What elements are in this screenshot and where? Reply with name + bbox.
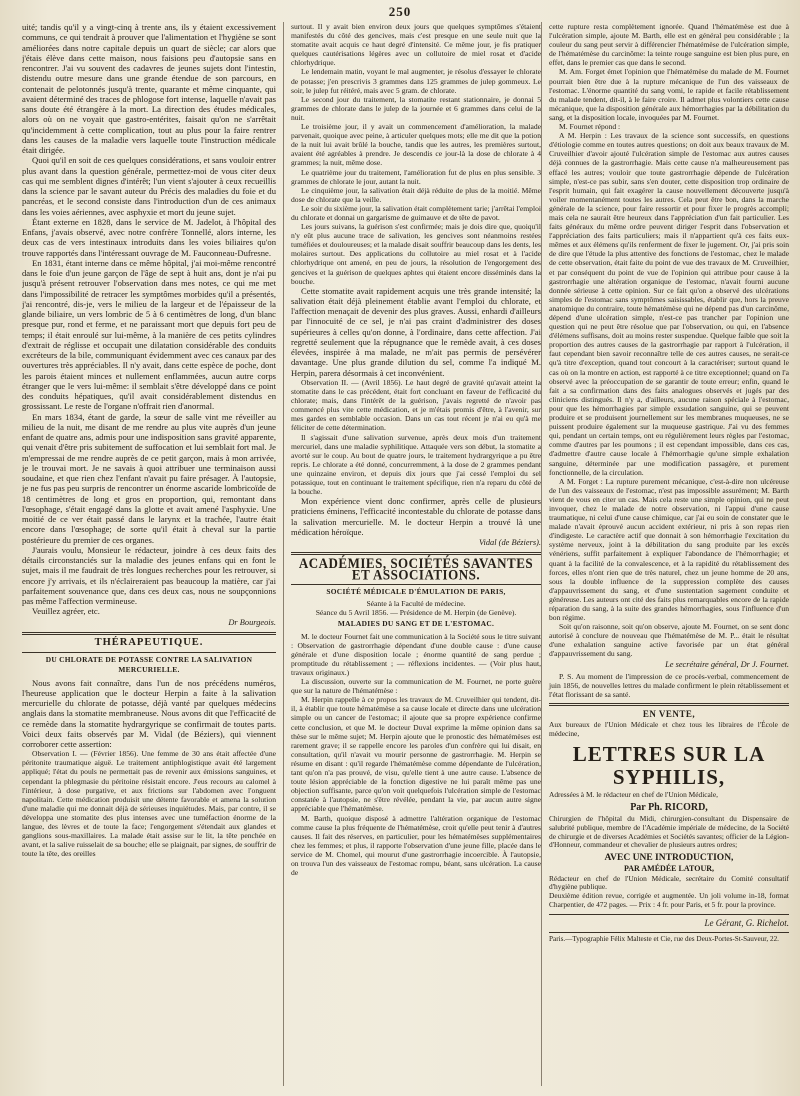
observation: Observation I. — (Février 1856). Une femme de 30 ans était affectée d'une péritonite traumatique aiguë. Le traitement antiphlogistique avait été largement appliqué; l'état du pouls ne permettait pas de revenir aux émissions sanguines, et cependant la phlegmasie du péritoine résistait encore. J'eus recours au calomel à l'intérieur, à dose purgative, et aux frictions sur l'abdomen avec l'onguent napolitain. Cette médication produisit une détente favorable et amena la solution d'une maladie qui me donnait déjà de sérieuses inquiétudes. Mais, par contre, il se développa une stomatite des plus intenses avec une tuméfaction énorme de la langue, des lèvres et de toute la face; l'engorgement s'étendait aux glandes et ganglions sous-maxillaires. La malade était assise sur le lit, la tête penchée en avant, et la salive ruisselait de sa bouche; elle se plaignait, par signes, de souffrir de toute la tête, des oreilles [22,749,276,859]
printer-line: Paris.—Typographie Félix Malteste et Cie, rue des Deux-Portes-St-Sauveur, 22. [549,935,779,944]
paragraph: uité; tandis qu'il y a vingt-cinq à trente ans, ils y étaient excessivement communs, ce qui tendrait à prouver que l'alimentation et l'hygiène se sont améliorées dans notre capitale depuis un quart de siècle; car alors que j'étais élève dans cette maison, nous faisions peu d'autopsie sans en rencontrer. J'ai vu souvent des cadavres de jeunes sujets dont l'intestin, distendu outre mesure dans une grande étendue de son parcours, en contenait de pelotonnés jusqu'à trente, quarante et même cinquante, qui avaient déterminé des traces de phlogose fort intense, laquelle n'avait pas sans doute été étrangère à la mort. La direction des études médicales, alors où on ne voyait que gastro-entérites, faisait qu'on ne s'arrêtait qu'incidemment à cette complication, tout au plus pour la faire rentrer dans les causes de la maladie vers laquelle toute l'instruction médicale était dirigée. [22,22,276,155]
column-left [22,22,276,1086]
manager-signature: Le Gérant, G. Richelot. [704,917,789,928]
paragraph: M. Fournet répond : [559,122,621,132]
paragraph: En mars 1834, étant de garde, la sœur de salle vint me réveiller au milieu de la nuit, me disant de me rendre au plus vite auprès d'un jeune enfant de quatre ans, admis pour une indisposition sans gravité apparente, qui venait d'être pris subitement de suffocation et lui semblait fort mal. Je m'empressai de me rendre auprès de ce petit garçon, mais à mon arrivée, je le trouvai mort. Je ne savais à quoi attribuer une terminaison aussi soudaine, et que rien chez l'enfant n'avait pu faire présager. À l'autopsie, je ne fus pas peu surpris de rencontrer un énorme ascaride lombricoïde de 18 centimètres de long et gros en proportion, qui, remontant dans l'œsophage, s'était engagé dans la glotte et avait amené l'asphyxie. Une moitié de ce ver était passé dans le larynx et la trachée, l'autre était encore dans l'œsophage; de sorte qu'il était à cheval sur la partie postérieure du premier de ces organes. [22,411,276,545]
ad-introduction: AVEC UNE INTRODUCTION, [604,853,734,864]
paragraph: En 1831, étant interne dans ce même hôpital, j'ai moi-même rencontré dans le foie d'un jeune garçon de l'âge de sept à huit ans, dont je n'ai pu jusqu'à présent retrouver l'observation dans mes notes, ce qui me met dans l'impossibilité de retracer les symptômes morbides qu'il a présentés, j'ai rencontré, dis-je, vers le milieu de la largeur et de l'épaisseur de la glande biliaire, un vers lombric de 5 à 6 centimètres de long, d'un blanc presque pur, rond et ferme, et ne paraissant mort que depuis fort peu de temps; il était enroulé sur lui-même, à la manière de ces petits cylindres d'extrait de réglisse et occupait une dilatation considérable des conduits excréteurs de la bile, communiquant évidemment avec ces canaux par des ouvertures très appréciables. Il n'y avait, dans cette espèce de poche, dont les parois étaient minces et nullement enflammées, aucun autre corps étranger que le vers lui-même: il semblait s'être développé dans ce point des conduits hépatiques, qu'il avait considérablement distendus en grossissant. Le reste de l'organe n'offrait rien d'anormal. [22,257,276,412]
society-place: Séante à la Faculté de médecine. [366,599,466,609]
ad-credentials: Chirurgien de l'hôpital du Midi, chirurgien-consultant du Dispensaire de salubrité publique, membre de l'Académie impériale de médecine, de la Société de chirurgie et de diverses Académies et Sociétés savantes; officier de la Légion-d'Honneur, commandeur et chevalier de plusieurs autres ordres; [549,813,789,850]
ad-addressed: Adressées à M. le rédacteur en chef de l'Union Médicale, [549,789,718,799]
divider [549,914,789,915]
ad-author: Par Ph. RICORD, [630,801,708,813]
paragraph: Mon expérience vient donc confirmer, après celle de plusieurs praticiens éminens, l'efficacité incontestable du chlorate de potasse dans la salivation mercurielle. M. le docteur Herpin a trouvé là une médication héroïque. [291,496,541,537]
ad-intro: Aux bureaux de l'Union Médicale et chez tous les libraires de l'École de médecine, [549,720,789,739]
session-info: Séance du 5 Avril 1856. — Présidence de M. Herpin (de Genève). [315,608,517,618]
paragraph: cette rupture resta complètement ignorée. Quand l'hématémèse est due à l'ulcération simple, ajoute M. Barth, elle est en général peu considérable ; la couleur du sang peut servir à différencier l'hématémèse de l'ulcération simple, de l'hématémèse du carcinôme: la teinte rouge sanguine est bien plus pure, en effet, dans le premier cas que dans le second. [549,22,789,68]
signature: Vidal (de Béziers). [479,538,541,548]
divider [22,632,276,635]
ad-title: LETTRES SUR LA SYPHILIS, [572,741,766,789]
paragraph: Cette stomatite avait rapidement acquis une très grande intensité; la salivation était déjà pleinement établie avant l'emploi du chlorate, et l'affection menaçait de devenir des plus graves. Aussi, enhardi d'ailleurs par l'innocuité de ce sel, je n'ai pas craint d'administrer des doses supérieures à celles qu'on donne, à l'ordinaire, dans cette affection. J'ai regretté seulement que la répugnance que le remède avait, à ces doses élevées, inspirée à ma malade, ne m'ait pas permis de persévérer davantage. Une plus grande dilution du sel, comme l'a indiqué M. Herpin, parera désormais à cet inconvénient. [291,285,541,378]
page-number: 250 [388,4,412,19]
paragraph: Le quatrième jour du traitement, l'amélioration fut de plus en plus sensible. 3 grammes de chlorate le jour, autant la nuit. [291,167,541,186]
article-subtitle: DU CHLORATE DE POTASSE CONTRE LA SALIVATION MERCURIELLE. [45,655,253,675]
paragraph: Quoi qu'il en soit de ces quelques considérations, et sans vouloir entrer plus avant dans la question générale, permettez-moi de vous citer deux cas qui me semblent dignes d'intérêt; l'un vient s'ajouter à ceux recueillis dans la science par le savant auteur du Précis des maladies du foie et du pancréas, et le second consiste dans l'introduction d'un de ces animaux dans les voies aériennes, avec asphyxie et mort du jeune sujet. [22,155,276,217]
section-title: ACADÉMIES, SOCIÉTÉS SAVANTES ET ASSOCIATIONS. [298,554,534,584]
observation: Observation II. — (Avril 1856). Le haut degré de gravité qu'avait atteint la stomatite dans le cas précédent, était fort concluant en faveur de l'efficacité du chlorate; mais, dans l'intérêt de la guérison, j'avais regretté de n'avoir pas commencé plus vite cette médication, et je m'étais promis d'être, à l'avenir, sur mes gardes en semblable occasion. Dans un cas tout récent je n'ai eu qu'à me féliciter de cette détermination. [291,377,541,433]
signature: Le secrétaire général, Dr J. Fournet. [665,659,789,669]
society-name: SOCIÉTÉ MÉDICALE D'ÉMULATION DE PARIS, [326,586,506,596]
column-middle [283,22,541,1086]
paragraph: Le lendemain matin, voyant le mal augmenter, je résolus d'essayer le chlorate de potasse; j'en prescrivis 3 grammes dans 125 grammes de julep gommeux. Le soir, le julep fut réitéré, mais avec 5 gram. de chlorate. [291,67,541,95]
paragraph: Le soir du sixième jour, la salivation était complètement tarie; j'arrêtai l'emploi du chlorate et donnai un gargarisme de guimauve et de tête de pavot. [291,203,541,222]
paragraph: Nous avons fait connaître, dans l'un de nos précédens numéros, l'heureuse application que le docteur Herpin a faite à la salivation mercurielle du chlorate de potasse, déjà vanté par quelques médecins anglais dans la stomatite membraneuse. Nous avons dit que l'efficacité de ce remède dans la stomatite hydrargyrique se confirmait de toutes parts. Voici deux faits observés par M. Vidal (de Béziers), qui viennent corroborer cette assertion: [22,677,276,749]
paragraph: M. Herpin rappelle à ce propos les travaux de M. Cruveilhier qui tendent, dit-il, à établir que toute hématémèse a sa cause locale et directe dans une ulcération simple ou un cancer de l'estomac; il ajoute que sa propre expérience confirme cette conclusion, et que M. le docteur Duval exprime la même opinion dans sa thèse sur le même sujet; M. Herpin ajoute que le pronostic des hématémèses est rarement grave; il se rappelle encore les paroles d'un confrère qui lui disait, en consultation, qu'il n'avait vu mourir personne de gastrorrhagie. M. Herpin se résume en disant : qu'il regarde l'hématémèse comme dépendante de l'ulcération, tant qu'on n'a pas prouvé, de visu, qu'elle tient à une autre cause. L'absence de toute lésion appréciable de la fonction digestive ne lui paraît même pas une objection suffisante, parce qu'on voit quelquefois l'ulcération simple de l'estomac constatée à l'autopsie, ne s'être révélée, pendant la vie, par aucun autre signe appréciable que l'hématémèse. [291,695,541,814]
paragraph: Le cinquième jour, la salivation était déjà réduite de plus de la moitié. Même dose de chlorate que la veille. [291,185,541,204]
paragraph: M. le docteur Fournet fait une communication à la Société sous le titre suivant : Observation de gastrorrhagie dépendant d'une double cause : d'une cause générale et d'une disposition locale ; énorme quantité de sang perdue ; promptitude du rétablissement ; — réflexions incidentes. — (Voir plus haut, travaux originaux.) [291,631,541,677]
divider [22,652,276,653]
topic-heading: MALADIES DU SANG ET DE L'ESTOMAC. [337,619,495,629]
postscript: P. S. Au moment de l'impression de ce procès-verbal, commencement de juin 1856, de nouvelles lettres du malade confirment le plein rétablissement et l'état florissant de sa santé. [549,671,789,699]
column-right [541,22,789,1086]
paragraph: M. Barth, quoique disposé à admettre l'altération organique de l'estomac comme cause la plus fréquente de l'hématémèse, croit qu'elle peut tenir à d'autres causes. Il fait des réserves, en particulier, pour les hématémèses supplémentaires chez les femmes; et plus, il rapporte l'observation d'une jeune fille, placée dans le service de M. Chomel, qui mourut d'une gastrorrhagie incoercible. À l'autopsie, on trouva l'un des vaisseaux de l'estomac rompu, béant, sans ulcération. La cause de [291,813,541,878]
divider [291,584,541,585]
paragraph: Les jours suivans, la guérison s'est confirmée; mais je dois dire que, quoiqu'il n'y eût plus aucune trace de salivation, les gencives sont néanmoins restées tuméfiées et douloureuses; et la malade disait souffrir beaucoup dans les dents, les molaires surtout. Des applications du collutoire au miel rosat et à l'acide chlorhydrique ont amené, en peu de jours, la résolution de l'engorgement des gencives et la guérison de quelques aphtes qui étaient encore disséminés dans la bouche. [291,222,541,286]
closing: Veuillez agréer, etc. [32,606,100,617]
paragraph: Le troisième jour, il y avait un commencement d'amélioration, la malade parvenait, quoique avec peine, à articuler quelques mots; elle me dit que la potion de la nuit lui avait brûlé la bouche, tandis que les autres, les premières surtout, avaient été agréables à prendre. Je descendis ce jour-là la dose de chlorate à 4 grammes; la nuit, même dose. [291,122,541,168]
observation: Il s'agissait d'une salivation survenue, après deux mois d'un traitement mercuriel, dans une maladie syphilitique. Attaquée vers son début, la stomatite a avorté sur le coup. Au bout de quatre jours, le traitement hydrargyrique a pu être repris. Le chlorate a été donné, concurremment, à la dose de 2 grammes pendant une quinzaine environ, et depuis dix jours que j'ai cessé l'emploi du sel potassique, tout en continuant le traitement spécifique, rien n'a reparu du côté de la bouche. [291,432,541,497]
paragraph: A M. Forget : La rupture purement mécanique, c'est-à-dire non ulcéreuse de l'un des vaisseaux de l'estomac, n'est pas impossible assurément; M. Barth vient de vous en citer un cas. Mais cela reste une simple opinion, qui ne peut invoquer, chez le malade de notre observation, ni l'appui d'une cause traumatique, ni celui d'une cause chimique, car j'ai eu soin de constater que le malade n'avait éprouvé aucun accident extérieur, ni pris à son repas rien d'indigeste. Le caractère actif que donnait à son hémorrhagie l'excitation du système nerveux, joint à la débilitation du sang produite par les excès vénériens, suffit parfaitement à expliquer l'abondance de l'hémorrhagie; et quant à la facilité de la convalescence, et à la rapidité du rétablissement des forces, elles n'ont rien que de très naturel, chez un jeune homme de 20 ans, sous la double influence de la suppression complète des causes d'appauvrissement du sang, et d'une sustentation sagement conduite et généreuse. Les auteurs ont cité des faits plus remarquables encore de la rapide réparation du sang, à la suite des grandes hémorrhagies, sous l'influence d'un bon régime. [549,476,789,623]
paragraph: Soit qu'on raisonne, soit qu'on observe, ajoute M. Fournet, on se sent donc autorisé à conclure de nouveau que l'hématémèse de M. P... était le résultat d'une exhalation sanguine active favorisée par un état général d'appauvrissement du sang. [549,622,789,659]
divider [549,703,789,706]
ad-heading: EN VENTE, [642,709,696,720]
ad-intro-by: PAR AMÉDÉE LATOUR, [623,864,714,874]
ad-edition: Deuxième édition revue, corrigée et augmentée. Un joli volume in-18, format Charpentier, de 472 pages. — Prix : 4 fr. pour Paris, et 5 fr. pour la province. [549,891,789,910]
signature: Dr Bourgeois. [228,617,276,627]
divider [549,932,789,933]
paragraph: La discussion, ouverte sur la communication de M. Fournet, ne porte guère que sur la nature de l'hématémèse : [291,677,541,696]
paragraph: M. Am. Forget émet l'opinion que l'hématémèse du malade de M. Fournet pourrait bien être due à la rupture mécanique de l'un des vaisseaux de l'estomac. L'énorme quantité du sang vomi, le rapide et facile rétablissement du malade tendent, dit-il, à le faire croire. Il admet plus volontiers cette cause mécanique, que la disposition générale aux hémorrhagies par la débilitation du sang, et la disposition locale, invoquées par M. Fournet. [549,67,789,122]
section-title: THÉRAPEUTIQUE. [94,636,204,648]
paragraph: Le second jour du traitement, la stomatite restant stationnaire, je donnai 5 grammes de chlorate dans le julep de la journée et 6 grammes dans celui de la nuit. [291,94,541,122]
paragraph: A M. Herpin : Les travaux de la science sont successifs, en questions d'étiologie comme en toutes autres questions; on doit aux beaux travaux de M. Cruveilhier d'avoir ajouté l'ulcération simple de l'estomac aux autres causes déjà connues de la gastrorrhagie. Mais cette cause n'a malheureusement pas effacé les autres; vouloir que toute gastrorrhagie dépende de l'ulcération simple, n'est-ce pas subir, sans s'en douter, cette disposition trop ordinaire de l'esprit humain, qui fait exagérer la cause nouvellement découverte jusqu'à voiler momentanément toutes les autres. Cela peut être bon, dans la marche générale de la science, pour faire ressortir et pour fixer le progrès accompli; mais cela ne saurait être heureux dans l'appréciation d'un fait particulier. Les faits généraux du même ordre peuvent diriger l'esprit dans l'observation et l'appréciation des faits particuliers; mais il n'appartient qu'à ces faits eux-mêmes et aux élémens qu'ils renferment de fixer le jugement. Or, j'ai pris soin de dire que l'étude la plus attentive des fonctions de l'estomac, chez le malade de cette observation, était faite du point de vue des travaux de M. Cruveilhier, et par conséquent du point de vue de l'opinion qui attribue pour cause à la gastrorrhagie une altération organique de l'estomac, n'avait fourni aucune donnée sérieuse à cette opinion. Sur ce fait qu'on a observé des ulcérations simples de l'estomac sans symptômes saisissables, établir que, hors la preuve anatomique du contraire, toute hématémèse qui ne dépend pas d'un carcinôme, dépend d'une ulcération simple, n'est-ce pas trancher par l'opinion une question qui ne peut être résolue que par l'observation, ou qui, en l'absence d'élémens suffisans, doit au moins rester suspendue. Quelque faible que soit la proportion des autres causes de la gastrorrhagie par rapport à l'ulcération, il faut cependant bien savoir reconnaître telle de ces autres causes, ne serait-ce qu'à titre d'exception, quand tout concourt à la caractériser; surtout quand le cas où on la montre en action, est rapporté à ce titre exceptionnel; quand on l'a observé avec la préoccupation de se garantir de toute erreur; enfin, quand le fait a sa confirmation dans des faits analogues observés et jugés par des cliniciens distingués. Il n'y a, d'ailleurs, aucune raison spéciale à l'estomac, pour que les hémorrhagies par simple exsudation sanguine, qui se peuvent produire et se produisent journellement sur les membranes muqueuses, ne se puissent produire également sur la muqueuse gastrique. J'ai vu des femmes qui, pendant un certain temps, ont eu régulièrement leurs règles par l'estomac, comme d'autres par les poumons ; il est cependant impossible, dans ces cas, d'admettre d'autre cause locale à l'hémorrhagie qu'une simple exhalation sanguine, déterminée par une modification passagère, et purement fonctionnelle, de la circulation. [549,131,789,477]
paragraph: surtout. Il y avait bien environ deux jours que quelques symptômes s'étaient manifestés du côté des gencives, mais c'est presque en une seule nuit que la stomatite avait acquis ce haut degré d'intensité. Ce même jour, je fis pratiquer quelques cautérisations légères avec un collutoire de miel rosat et d'acide chlorhydrique. [291,22,541,68]
ad-editor: Rédacteur en chef de l'Union Médicale, secrétaire du Comité consultatif d'hygiène publique. [549,873,789,892]
paragraph: Étant externe en 1828, dans le service de M. Jadelot, à l'hôpital des Enfans, j'avais observé, avec notre confrère Tonnellé, alors interne, les deux cas de vers intestinaux introduits dans les voies biliaires qu'on trouve rapportés dans l'intéressant ouvrage de M. Fauconneau-Dufresne. [22,216,276,258]
paragraph: J'aurais voulu, Monsieur le rédacteur, joindre à ces deux faits des détails circonstanciés sur la maladie des jeunes enfans qui en font le sujet, mais il me faudrait de très longues recherches pour les retrouver, si encore j'y arrivais, et ils n'éclaireraient pas beaucoup la matière, car j'ai parfaitement souvenance que, dans ces deux cas, nous ne soupçonnions pas même l'affection vermineuse. [22,544,276,606]
